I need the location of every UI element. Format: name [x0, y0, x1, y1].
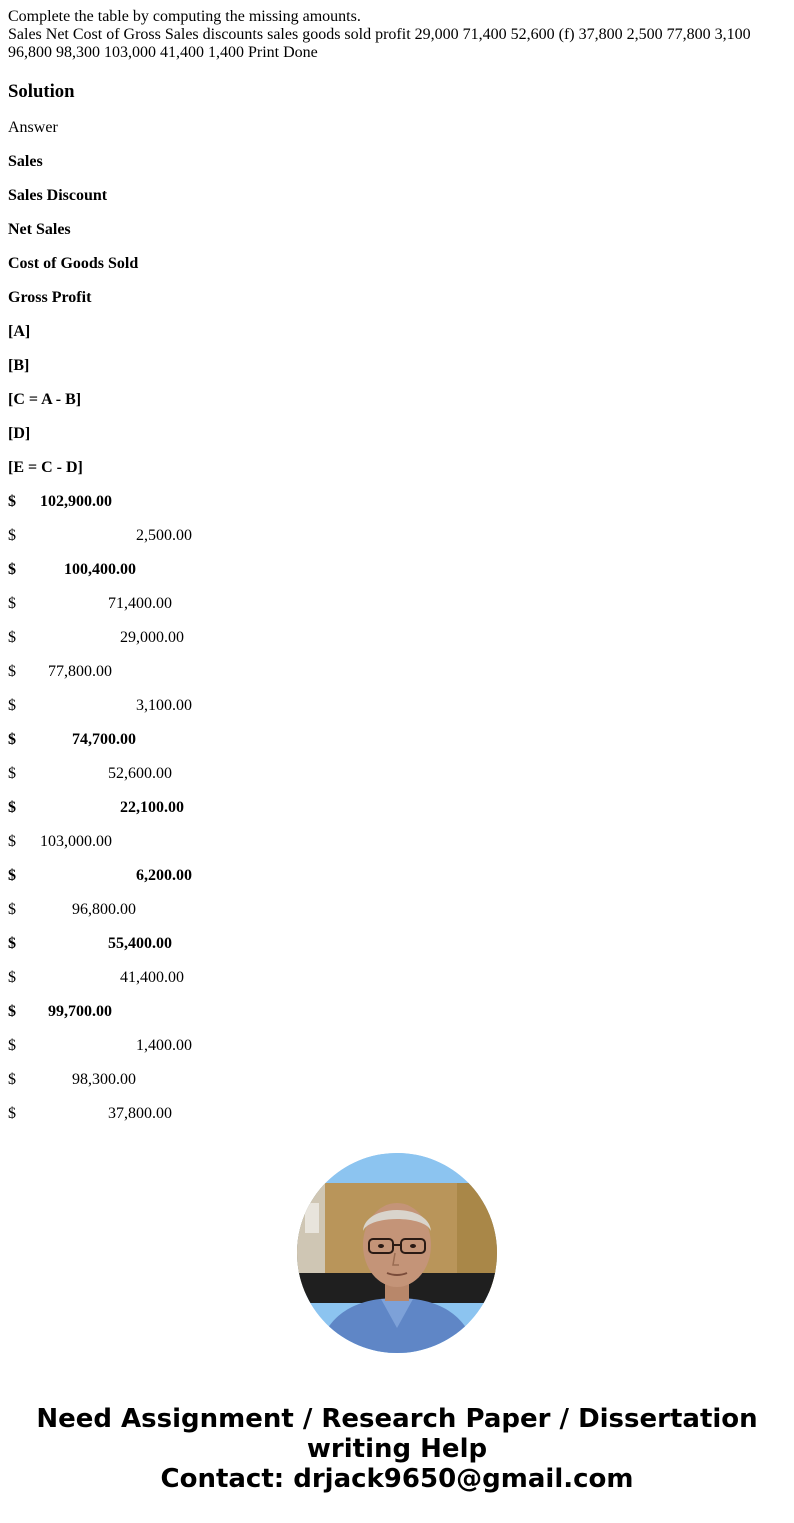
answer-row: [B]: [8, 357, 30, 374]
answer-row: [D]: [8, 425, 31, 442]
answer-row: Sales: [8, 153, 43, 170]
answer-row: $ 29,000.00: [8, 629, 184, 646]
answer-row: [A]: [8, 323, 31, 340]
answer-row: $ 102,900.00: [8, 493, 112, 510]
answer-row: Net Sales: [8, 221, 71, 238]
author-avatar: [297, 1153, 497, 1353]
answer-row: $ 96,800.00: [8, 901, 136, 918]
question-data-line: Sales Net Cost of Gross Sales discounts sales goods sold profit 29,000 71,400 52,600 (f) 37,800 2,500 77,800 3,100 96,800 98,300 103,000 41,400 1,400 Print Done: [8, 26, 751, 61]
answer-row: Gross Profit: [8, 289, 92, 306]
author-portrait-image: [297, 1153, 497, 1353]
answer-row: $ 52,600.00: [8, 765, 172, 782]
answer-rows: [8, 153, 786, 1123]
answer-row: $ 99,700.00: [8, 1003, 112, 1020]
answer-row: $ 55,400.00: [8, 935, 172, 952]
answer-row: $ 74,700.00: [8, 731, 136, 748]
answer-label: Answer: [8, 119, 58, 136]
answer-row: $ 6,200.00: [8, 867, 192, 884]
answer-row: [E = C - D]: [8, 459, 83, 476]
answer-row: $ 71,400.00: [8, 595, 172, 612]
contact-line-1: Need Assignment / Research Paper / Dissertation: [36, 1404, 758, 1434]
solution-heading: Solution: [8, 81, 75, 102]
answer-row: $ 77,800.00: [8, 663, 112, 680]
answer-row: $ 98,300.00: [8, 1071, 136, 1088]
answer-row: $ 41,400.00: [8, 969, 184, 986]
contact-line-2: writing Help: [306, 1434, 488, 1464]
question-prompt: Complete the table by computing the missing amounts.: [8, 8, 361, 25]
contact-banner: [0, 1404, 794, 1494]
answer-row: $ 3,100.00: [8, 697, 192, 714]
answer-row: Sales Discount: [8, 187, 108, 204]
answer-row: [C = A - B]: [8, 391, 82, 408]
answer-row: $ 37,800.00: [8, 1105, 172, 1122]
answer-row: $ 2,500.00: [8, 527, 192, 544]
answer-row: $ 103,000.00: [8, 833, 112, 850]
answer-row: $ 100,400.00: [8, 561, 136, 578]
answer-row: $ 1,400.00: [8, 1037, 192, 1054]
question-block: [8, 8, 786, 62]
answer-row: $ 22,100.00: [8, 799, 184, 816]
contact-line-3: Contact: drjack9650@gmail.com: [160, 1464, 634, 1494]
answer-row: Cost of Goods Sold: [8, 255, 139, 272]
